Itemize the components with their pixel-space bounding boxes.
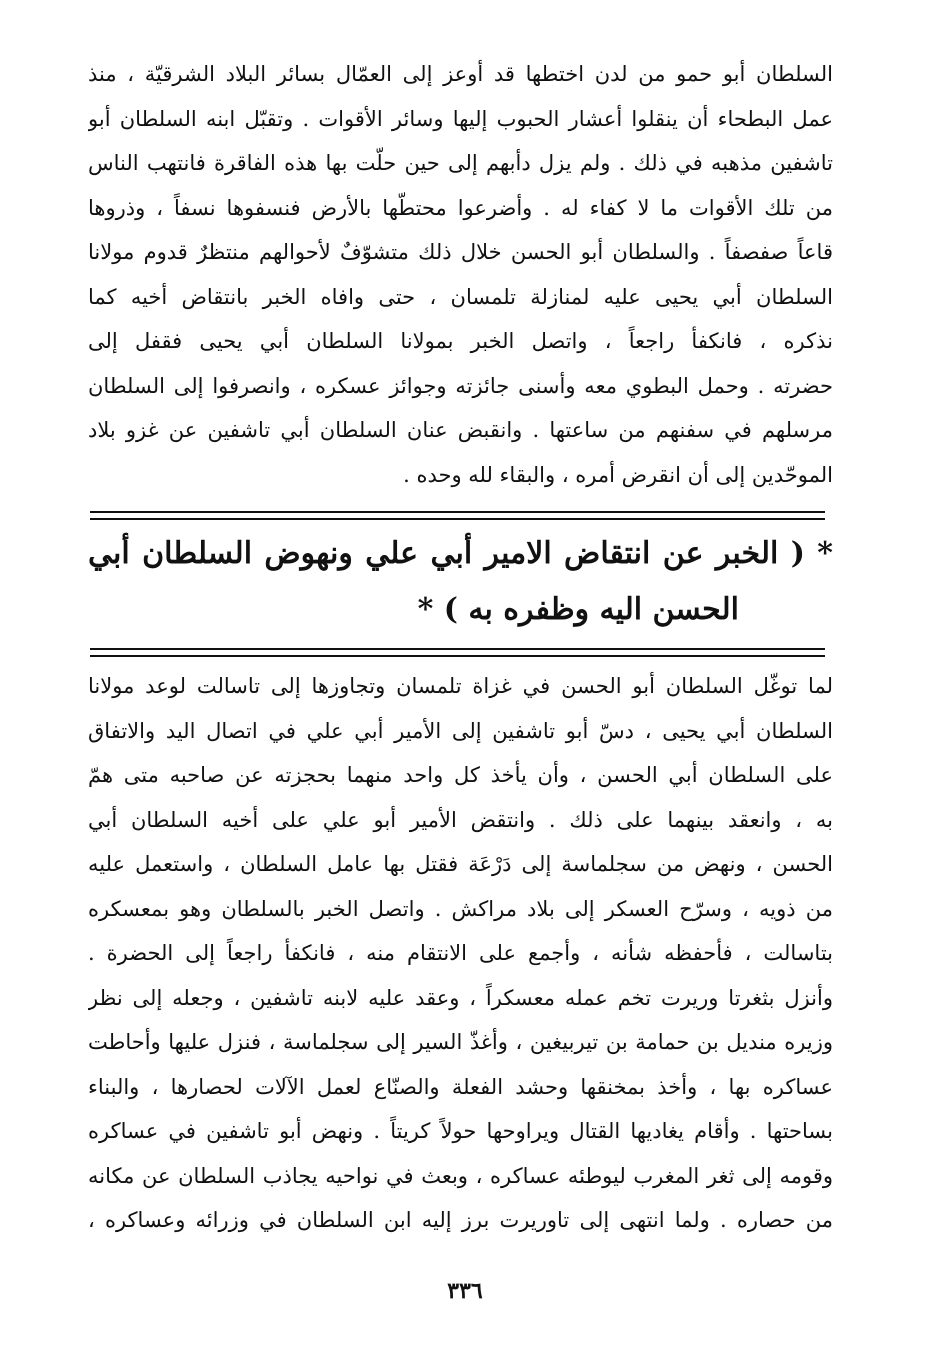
text-line: قاعاً صفصفاً . والسلطان أبو الحسن خلال ذلك متشوّفٌ لأحوالهم منتظرٌ قدوم مولانا: [88, 240, 833, 264]
text-line: به ، وانعقد بينهما على ذلك . وانتقض الأمير أبو علي على أخيه السلطان أبي: [88, 807, 833, 832]
divider-rule: [90, 648, 825, 650]
text-line: نذكره ، فانكفأ راجعاً ، واتصل الخبر بمولانا السلطان أبي يحيى فقفل إلى: [88, 329, 833, 353]
text-line: لما توغّل السلطان أبو الحسن في غزاة تلمسان وتجاوزها إلى تاسالت لوعد مولانا: [88, 674, 833, 698]
text-line: تاشفين مذهبه في ذلك . ولم يزل دأبهم إلى حين حلّت بها هذه الفاقرة فانتهب الناس: [88, 151, 833, 175]
text-line: وقومه إلى ثغر المغرب ليوطئه عساكره ، وبعث في نواحيه يجاذب السلطان عن مكانه: [88, 1163, 833, 1188]
text-line: على السلطان أبي الحسن ، وأن يأخذ كل واحد منهما بحجزته عن صاحبه متى همّ: [88, 763, 833, 787]
top-paragraph: [88, 52, 833, 497]
text-line: من حصاره . ولما انتهى إلى تاوريرت برز إليه ابن السلطان في وزرائه وعساكره ،: [88, 1208, 833, 1232]
bottom-paragraph: [88, 664, 833, 1243]
divider-rule: [90, 655, 825, 657]
text-line: عمل البطحاء أن ينقلوا أعشار الحبوب إليها وسائر الأقوات . وتقبّل ابنه السلطان أبو: [88, 106, 833, 131]
text-line: السلطان أبو حمو من لدن اختطها قد أوعز إلى العمّال بسائر البلاد الشرقيّة ، منذ: [88, 62, 833, 86]
text-line: وأنزل بثغرتا وريرت تخم عمله معسكراً ، وعقد عليه لابنه تاشفين ، وجعله إلى نظر: [88, 985, 833, 1010]
heading-line: الحسن اليه وظفره به ) *: [417, 592, 739, 627]
heading-line: * ( الخبر عن انتقاض الامير أبي علي ونهوض السلطان أبي: [88, 536, 833, 571]
divider-rule: [90, 511, 825, 513]
section-heading: [88, 526, 833, 638]
text-line: حضرته . وحمل البطوي معه وأسنى جائزته وجوائز عسكره ، وانصرفوا إلى السلطان: [88, 373, 833, 398]
text-line: عساكره بها ، وأخذ بمخنقها وحشد الفعلة والصنّاع لعمل الآلات لحصارها ، والبناء: [88, 1074, 833, 1099]
text-line: مرسلهم في سفنهم من ساعتها . وانقبض عنان السلطان أبي تاشفين عن غزو بلاد: [88, 418, 833, 442]
text-line: السلطان أبي يحيى ، دسّ أبو تاشفين إلى الأمير أبي علي في اتصال اليد والاتفاق: [88, 718, 833, 743]
text-line: الموحّدين إلى أن انقرض أمره ، والبقاء لله وحده .: [403, 462, 833, 487]
text-line: بتاسالت ، فأحفظه شأنه ، وأجمع على الانتقام منه ، فانكفأ راجعاً إلى الحضرة .: [88, 941, 833, 965]
text-line: الحسن ، ونهض من سجلماسة إلى دَرْعَة فقتل بها عامل السلطان ، واستعمل عليه: [88, 852, 833, 876]
text-line: من ذويه ، وسرّح العسكر إلى بلاد مراكش . واتصل الخبر بالسلطان وهو بمعسكره: [88, 896, 833, 921]
text-line: بساحتها . وأقام يغاديها القتال ويراوحها حولاً كريتاً . ونهض أبو تاشفين في عساكره: [88, 1119, 833, 1143]
text-line: وزيره منديل بن حمامة بن تيربيغين ، وأغذّ السير إلى سجلماسة ، فنزل عليها وأحاطت: [88, 1030, 833, 1054]
text-line: من تلك الأقوات ما لا كفاء له . وأضرعوا محتطّها بالأرض فنسفوها نسفاً ، وذروها: [88, 195, 833, 220]
page-number: ٣٣٦: [447, 1278, 483, 1304]
divider-rule: [90, 518, 825, 520]
text-line: السلطان أبي يحيى عليه لمنازلة تلمسان ، حتى وافاه الخبر بانتقاض أخيه كما: [88, 284, 833, 309]
